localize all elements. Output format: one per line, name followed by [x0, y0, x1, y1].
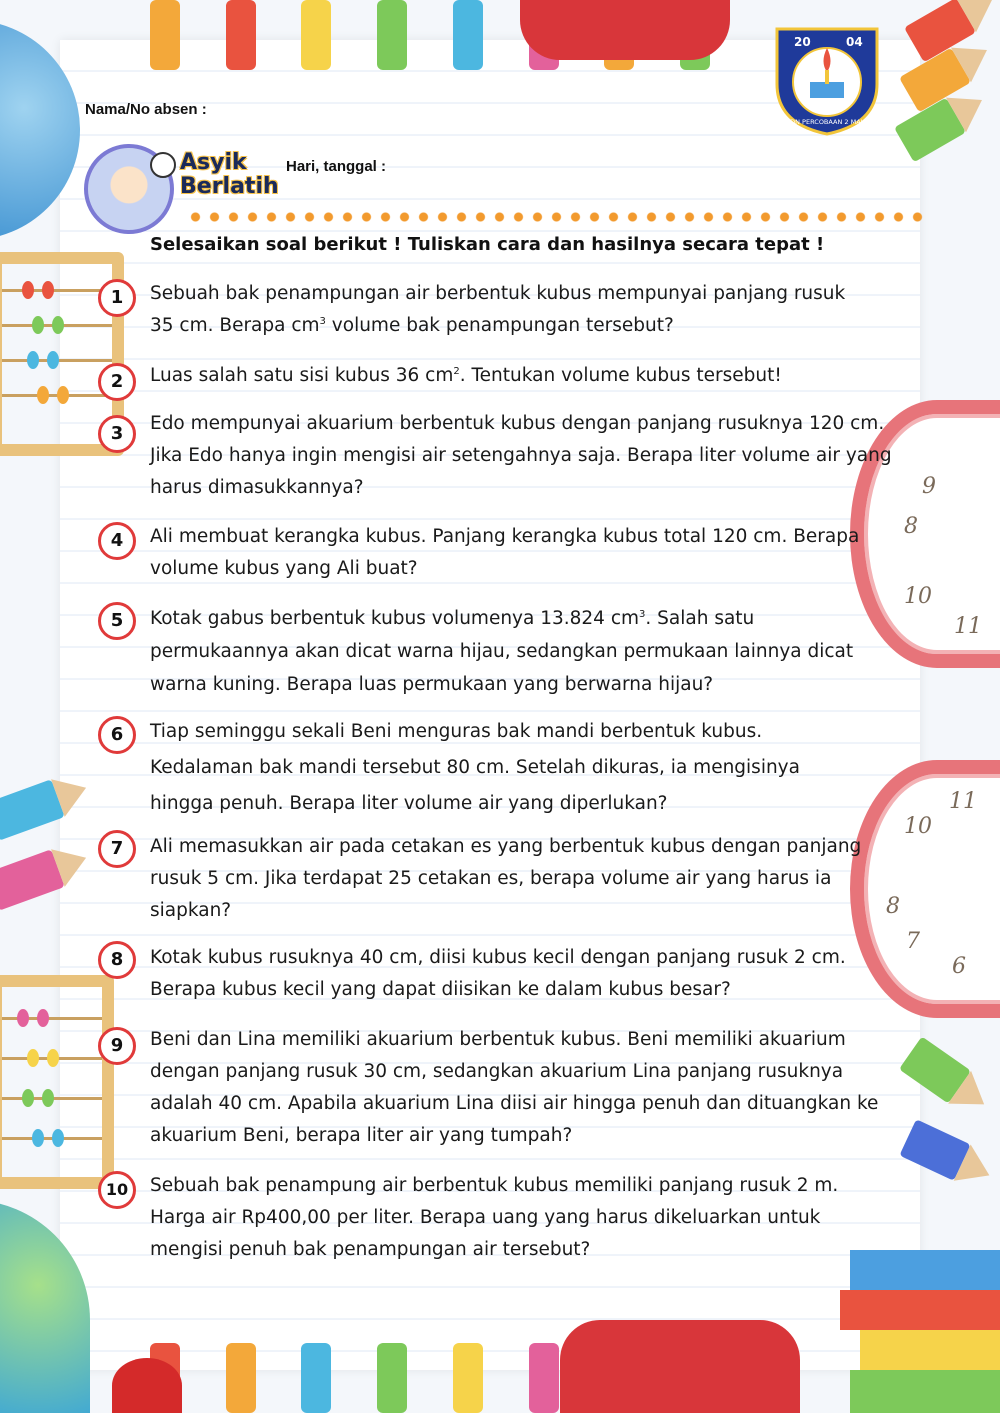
question-5: Kotak gabus berbentuk kubus volumenya 13.824 $cm^3$. Salah satu permukaannya akan dicat warna hijau, sedangkan permukaan lainnya dicat warna kuning. Berapa luas permukaan yang berwarna hijau?	[150, 608, 854, 695]
svg-text:04: 04	[846, 35, 863, 49]
school-logo	[772, 24, 882, 136]
question-number: 1	[98, 279, 136, 317]
question-number: 2	[98, 363, 136, 401]
question-number: 7	[98, 830, 136, 868]
question-2: Luas salah satu sisi kubus 36 $cm^2$. Tentukan volume kubus tersebut!	[150, 365, 782, 386]
logo-ring-text: SDN PERCOBAAN 2 MALANG	[786, 118, 879, 126]
instruction: Selesaikan soal berikut ! Tuliskan cara dan hasilnya secara tepat !	[150, 234, 825, 255]
question-6: Tiap seminggu sekali Beni menguras bak mandi berbentuk kubus. Kedalaman bak mandi tersebut 80 cm. Setelah dikuras, ia mengisinya hingga penuh. Berapa liter volume air yang diperlukan?	[150, 721, 800, 814]
clock-decoration: 10 11 8 7 6	[850, 760, 1000, 1018]
question-number: 10	[98, 1171, 136, 1209]
question-3: Edo mempunyai akuarium berbentuk kubus dengan panjang rusuknya 120 cm. Jika Edo hanya ingin mengisi air setengahnya saja. Berapa liter volume air yang harus dimasukkannya?	[150, 413, 892, 498]
question-1: Sebuah bak penampungan air berbentuk kubus mempunyai panjang rusuk 35 cm. Berapa $cm^3$ volume bak penampungan tersebut?	[150, 283, 846, 336]
pencil-decoration	[0, 779, 65, 841]
question-4: Ali membuat kerangka kubus. Panjang kerangka kubus total 120 cm. Berapa volume kubus yang Ali buat?	[150, 526, 860, 579]
dotted-divider	[186, 212, 926, 222]
question-number: 4	[98, 522, 136, 560]
book-decoration	[850, 1370, 1000, 1413]
date-label: Hari, tanggal :	[286, 158, 387, 175]
name-label: Nama/No absen :	[85, 101, 207, 118]
question-number: 3	[98, 415, 136, 453]
bag-top-decoration	[520, 0, 730, 60]
bag-bottom-decoration	[560, 1320, 800, 1413]
question-10: Sebuah bak penampung air berbentuk kubus memiliki panjang rusuk 2 m. Harga air Rp400,00 per liter. Berapa uang yang harus dikeluarkan untuk mengisi penuh bak penampungan air tersebut?	[150, 1175, 839, 1260]
clock-decoration: 8 9 10 11	[850, 400, 1000, 668]
question-number: 9	[98, 1027, 136, 1065]
avatar	[84, 144, 174, 234]
brand-title: Asyik Berlatih	[180, 150, 279, 199]
apple-decoration	[112, 1358, 182, 1413]
pencil-decoration	[0, 849, 65, 911]
svg-text:20: 20	[794, 35, 811, 49]
question-7: Ali memasukkan air pada cetakan es yang berbentuk kubus dengan panjang rusuk 5 cm. Jika terdapat 25 cetakan es, berapa volume air yang harus ia siapkan?	[150, 836, 862, 921]
question-9: Beni dan Lina memiliki akuarium berbentuk kubus. Beni memiliki akuarium dengan panjang rusuk 30 cm, sedangkan akuarium Lina panjang rusuknya adalah 40 cm. Apabila akuarium Lina diisi air hingga penuh dan dituangkan ke akuarium Beni, berapa liter air yang tumpah?	[150, 1029, 879, 1146]
question-8: Kotak kubus rusuknya 40 cm, diisi kubus kecil dengan panjang rusuk 2 cm. Berapa kubus kecil yang dapat diisikan ke dalam kubus besar?	[150, 947, 846, 1000]
question-number: 5	[98, 602, 136, 640]
question-number: 8	[98, 941, 136, 979]
clock-icon	[150, 152, 176, 178]
book-decoration	[860, 1330, 1000, 1370]
question-number: 6	[98, 716, 136, 754]
book-decoration	[840, 1290, 1000, 1330]
abacus-bottom-decoration	[0, 975, 114, 1189]
